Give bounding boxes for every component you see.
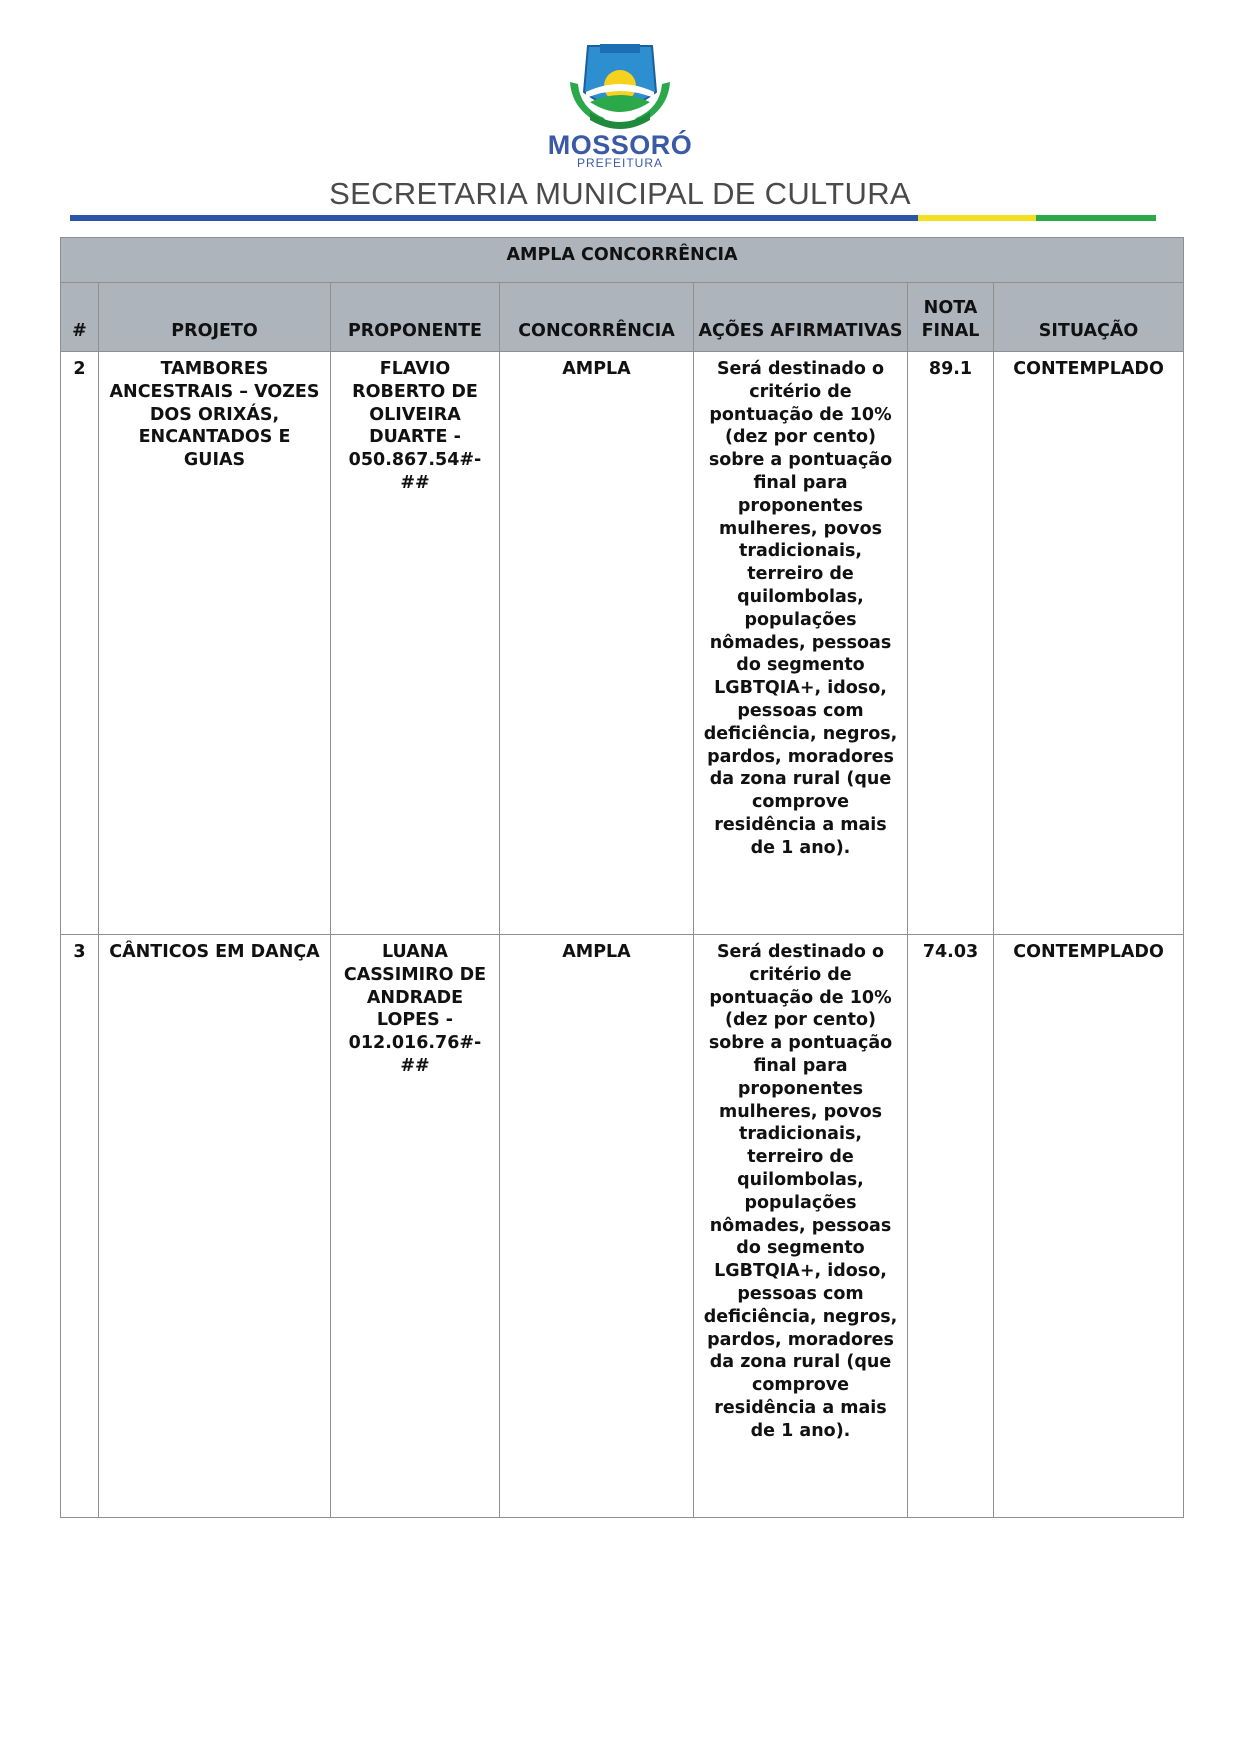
- row-situacao: CONTEMPLADO: [994, 935, 1184, 1518]
- document-header: [0, 0, 1240, 230]
- table-row: [61, 352, 1184, 935]
- column-header-proponente: PROPONENTE: [331, 283, 500, 352]
- stripe-green: [1036, 215, 1156, 221]
- stripe-blue: [70, 215, 918, 221]
- stripe-yellow: [918, 215, 1036, 221]
- row-concorrencia: AMPLA: [500, 935, 694, 1518]
- mossoro-crest-logo: [560, 42, 680, 132]
- row-proponente: FLAVIO ROBERTO DE OLIVEIRA DUARTE - 050.867.54#-##: [331, 352, 500, 935]
- row-projeto: CÂNTICOS EM DANÇA: [99, 935, 331, 1518]
- table-row: [61, 935, 1184, 1518]
- column-header-nota: NOTA FINAL: [908, 283, 994, 352]
- row-projeto: TAMBORES ANCESTRAIS – VOZES DOS ORIXÁS, ENCANTADOS E GUIAS: [99, 352, 331, 935]
- column-header-projeto: PROJETO: [99, 283, 331, 352]
- row-number: 2: [61, 352, 99, 935]
- column-header-concorrencia: CONCORRÊNCIA: [500, 283, 694, 352]
- results-table: [60, 237, 1184, 1518]
- row-acoes-afirmativas: Será destinado o critério de pontuação de 10% (dez por cento) sobre a pontuação final para proponentes mulheres, povos tradicionais, terreiro de quilombolas, populações nômades, pessoas do segmento LGBTQIA+, idoso, pessoas com deficiência, negros, pardos, moradores da zona rural (que comprove residência a mais de 1 ano).: [694, 352, 908, 935]
- department-name: SECRETARIA MUNICIPAL DE CULTURA: [329, 176, 911, 211]
- column-header-acoes: AÇÕES AFIRMATIVAS: [694, 283, 908, 352]
- logo-subtext: PREFEITURA: [576, 156, 663, 170]
- row-situacao: CONTEMPLADO: [994, 352, 1184, 935]
- row-nota-final: 74.03: [908, 935, 994, 1518]
- column-header-situacao: SITUAÇÃO: [994, 283, 1184, 352]
- row-proponente: LUANA CASSIMIRO DE ANDRADE LOPES - 012.016.76#-##: [331, 935, 500, 1518]
- table-title: AMPLA CONCORRÊNCIA: [61, 238, 1184, 283]
- column-header-number: #: [61, 283, 99, 352]
- row-number: 3: [61, 935, 99, 1518]
- row-acoes-afirmativas: Será destinado o critério de pontuação de 10% (dez por cento) sobre a pontuação final para proponentes mulheres, povos tradicionais, terreiro de quilombolas, populações nômades, pessoas do segmento LGBTQIA+, idoso, pessoas com deficiência, negros, pardos, moradores da zona rural (que comprove residência a mais de 1 ano).: [694, 935, 908, 1518]
- logo-text: MOSSORÓ: [547, 130, 693, 160]
- row-nota-final: 89.1: [908, 352, 994, 935]
- row-concorrencia: AMPLA: [500, 352, 694, 935]
